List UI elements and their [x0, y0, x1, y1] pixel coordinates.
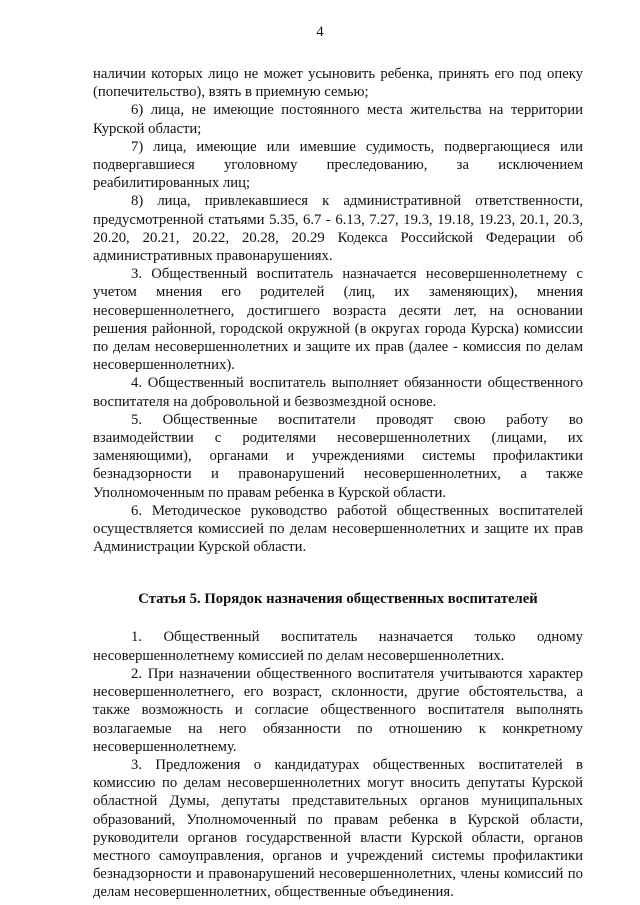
- document-body: [93, 65, 583, 902]
- article-5-clause-3: 3. Предложения о кандидатурах общественных воспитателей в комиссию по делам несовершеннолетних могут вносить депутаты Курской областной Думы, депутаты представительных органов муниципальных образований, Уполномоченный по правам ребенка в Курской области, руководители органов государственной власти Курской области, органов местного самоуправления, органов и учреждений системы профилактики безнадзорности и правонарушений несовершеннолетних, члены комиссий по делам несовершеннолетних, общественные объединения.: [93, 756, 583, 901]
- paragraph-clause-6: 6. Методическое руководство работой общественных воспитателей осуществляется комиссией по делам несовершеннолетних и защите их прав Администрации Курской области.: [93, 502, 583, 556]
- paragraph-item-6: 6) лица, не имеющие постоянного места жительства на территории Курской области;: [93, 102, 583, 137]
- paragraph-item-7: 7) лица, имеющие или имевшие судимость, подвергающиеся или подвергавшиеся уголовному преследованию, за исключением реабилитированных лиц;: [93, 138, 583, 192]
- article-5-clause-2: 2. При назначении общественного воспитателя учитываются характер несовершеннолетнего, его возраст, склонности, другие обстоятельства, а также возможность и согласие общественного воспитателя выполнять возлагаемые на него обязанности по отношению к конкретному несовершеннолетнему.: [93, 665, 583, 755]
- paragraph-continuation: наличии которых лицо не может усыновить ребенка, принять его под опеку (попечительство), взять в приемную семью;: [93, 66, 583, 101]
- article-5-heading: Статья 5. Порядок назначения общественных воспитателей: [138, 591, 538, 608]
- paragraph-clause-3: 3. Общественный воспитатель назначается несовершеннолетнему с учетом мнения его родителей (лиц, их заменяющих), мнения несовершеннолетнего, достигшего возраста десяти лет, на основании решения районной, городской окружной (в округах города Курска) комиссии по делам несовершеннолетних и защите их прав (далее - комиссия по делам несовершеннолетних).: [93, 266, 583, 374]
- paragraph-clause-5: 5. Общественные воспитатели проводят свою работу во взаимодействии с родителями несовершеннолетних (лицами, их заменяющими), органами и учреждениями системы профилактики безнадзорности и правонарушений несовершеннолетних, а также Уполномоченным по правам ребенка в Курской области.: [93, 411, 583, 501]
- paragraph-item-8: 8) лица, привлекавшиеся к административной ответственности, предусмотренной статьями 5.35, 6.7 - 6.13, 7.27, 19.3, 19.18, 19.23, 20.1, 20.3, 20.20, 20.21, 20.22, 20.28, 20.29 Кодекса Российской Федерации об административных правонарушениях.: [93, 193, 583, 265]
- paragraph-clause-4: 4. Общественный воспитатель выполняет обязанности общественного воспитателя на добровольной и безвозмездной основе.: [93, 375, 583, 410]
- page-number: 4: [316, 24, 324, 40]
- article-5-clause-1: 1. Общественный воспитатель назначается только одному несовершеннолетнему комиссией по делам несовершеннолетних.: [93, 629, 583, 664]
